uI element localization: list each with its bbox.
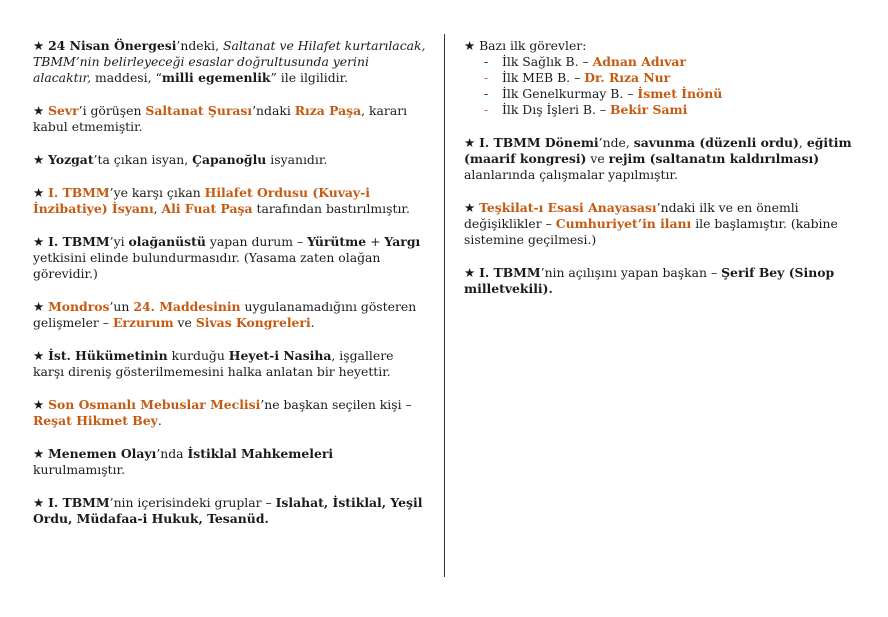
list-item: - İlk Genelkurmay B. – İsmet İnönü [484, 86, 856, 102]
star-icon: ★ [464, 200, 476, 215]
note-item: ★ İst. Hükümetinin kurduğu Heyet-i Nasiha, işgallere karşı direniş gösterilmemesini halka anlatan bir heyettir. [33, 348, 394, 379]
column-divider [444, 34, 445, 577]
left-column [33, 38, 428, 544]
star-icon: ★ [33, 234, 45, 249]
star-icon: ★ [33, 152, 45, 167]
star-icon: ★ [33, 495, 45, 510]
star-icon: ★ [33, 446, 45, 461]
first-officials-list [464, 54, 856, 118]
list-item: - İlk Dış İşleri B. – Bekir Sami [484, 102, 856, 118]
note-item: ★ Teşkilat-ı Esasi Anayasası’ndaki ilk ve en önemli değişiklikler – Cumhuriyet’in ilanı ile başlamıştır. (kabine sistemine geçilmesi.) [464, 200, 838, 247]
star-icon: ★ [33, 103, 45, 118]
star-icon: ★ [464, 38, 476, 53]
note-item: ★ Mondros’un 24. Maddesinin uygulanamadığını gösteren gelişmeler – Erzurum ve Sivas Kongreleri. [33, 299, 417, 330]
note-item: ★ Son Osmanlı Mebuslar Meclisi’ne başkan seçilen kişi – Reşat Hikmet Bey. [33, 397, 412, 428]
note-item: ★ Bazı ilk görevler: [464, 38, 587, 53]
star-icon: ★ [464, 135, 476, 150]
star-icon: ★ [33, 185, 45, 200]
note-item: ★ 24 Nisan Önergesi’ndeki, Saltanat ve Hilafet kurtarılacak, TBMM’nin belirleyeceği esaslar doğrultusunda yerini alacaktır, maddesi, “milli egemenlik” ile ilgilidir. [33, 38, 426, 85]
note-item: ★ Menemen Olayı’nda İstiklal Mahkemeleri kurulmamıştır. [33, 446, 334, 477]
star-icon: ★ [33, 38, 45, 53]
note-item: ★ I. TBMM’nin açılışını yapan başkan – Şerif Bey (Sinop milletvekili). [464, 265, 835, 296]
note-item: ★ I. TBMM’ye karşı çıkan Hilafet Ordusu (Kuvay-i İnzibatiye) İsyanı, Ali Fuat Paşa tarafından bastırılmıştır. [33, 185, 410, 216]
note-item: ★ I. TBMM Dönemi’nde, savunma (düzenli ordu), eğitim (maarif kongresi) ve rejim (saltanatın kaldırılması) alanlarında çalışmalar yapılmıştır. [464, 135, 852, 182]
star-icon: ★ [33, 397, 45, 412]
list-item: - İlk MEB B. – Dr. Rıza Nur [484, 70, 856, 86]
star-icon: ★ [464, 265, 476, 280]
note-item: ★ Sevr’i görüşen Saltanat Şurası’ndaki Rıza Paşa, kararı kabul etmemiştir. [33, 103, 408, 134]
note-item: ★ Yozgat’ta çıkan isyan, Çapanoğlu isyanıdır. [33, 152, 328, 167]
note-item: ★ I. TBMM’nin içerisindeki gruplar – Islahat, İstiklal, Yeşil Ordu, Müdafaa-i Hukuk, Tesanüd. [33, 495, 423, 526]
star-icon: ★ [33, 299, 45, 314]
star-icon: ★ [33, 348, 45, 363]
right-column [464, 38, 856, 314]
note-item: ★ I. TBMM’yi olağanüstü yapan durum – Yürütme + Yargı yetkisini elinde bulundurmasıdır. (Yasama zaten olağan görevidir.) [33, 234, 421, 281]
list-item: - İlk Sağlık B. – Adnan Adıvar [484, 54, 856, 70]
